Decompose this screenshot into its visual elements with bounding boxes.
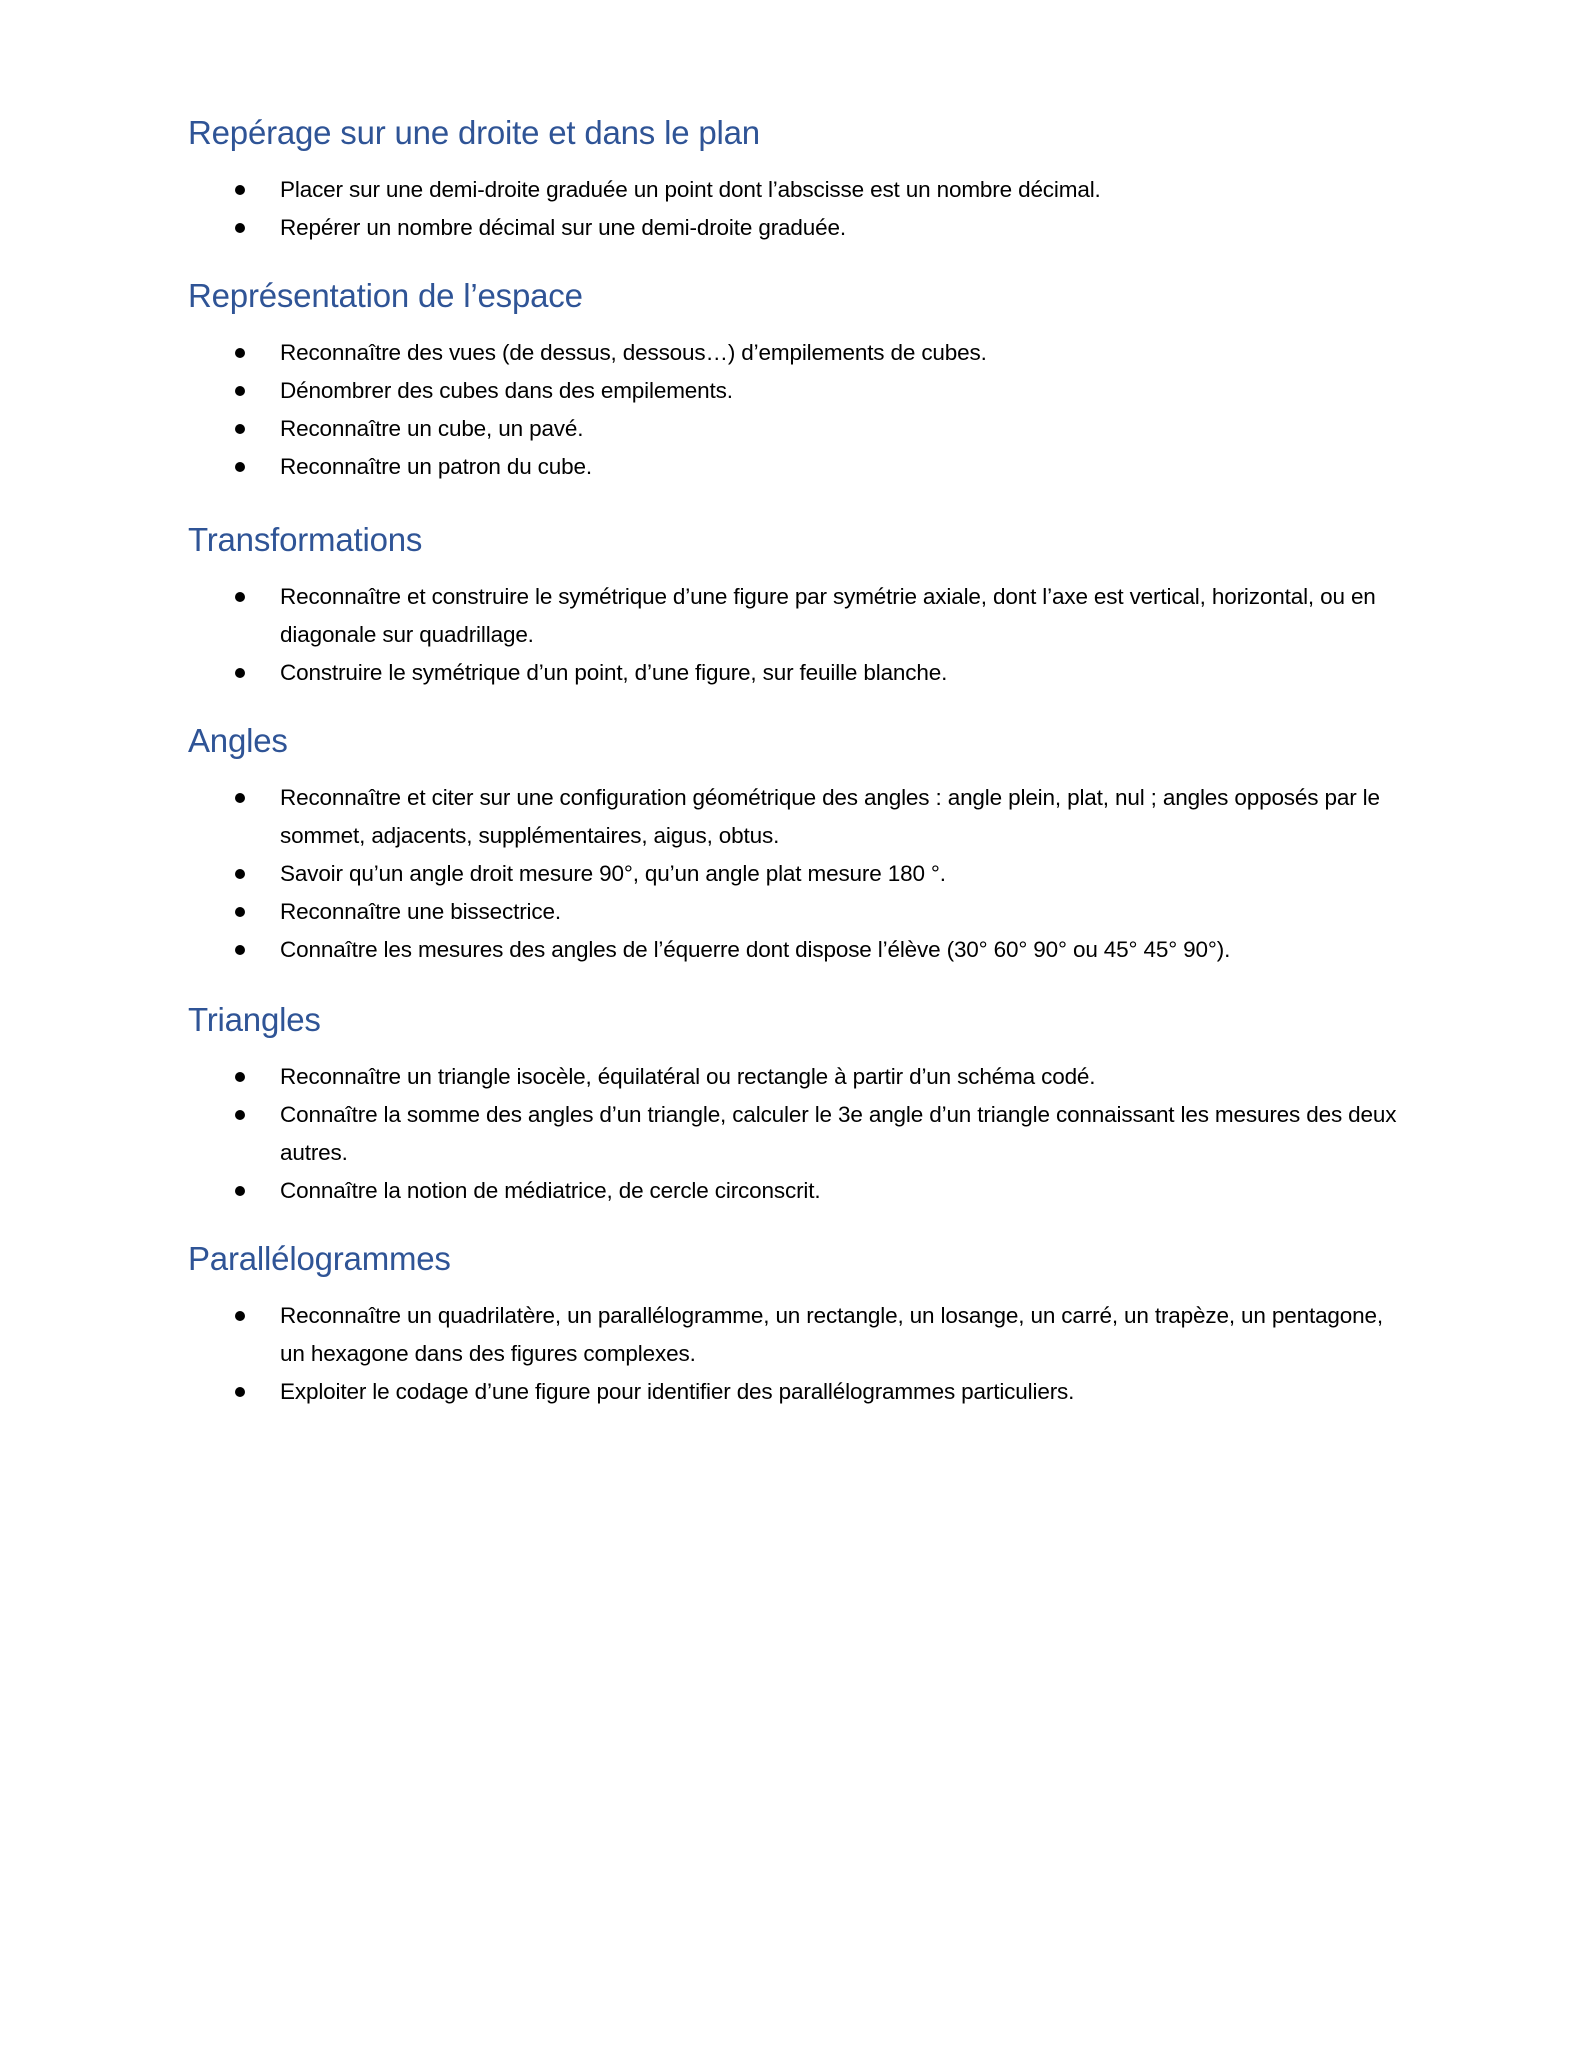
list-item bbox=[188, 1373, 1400, 1411]
bullet-list bbox=[188, 779, 1408, 969]
section-parallelogrammes bbox=[188, 1239, 1408, 1411]
list-item-text: Exploiter le codage d’une figure pour identifier des parallélogrammes particuliers. bbox=[280, 1379, 1075, 1404]
list-item bbox=[188, 578, 1400, 654]
bullet-icon bbox=[235, 185, 245, 195]
list-item bbox=[188, 1058, 1400, 1096]
list-item-text: Reconnaître une bissectrice. bbox=[280, 899, 561, 924]
bullet-icon bbox=[235, 1186, 245, 1196]
list-item-text: Reconnaître des vues (de dessus, dessous…) d’empilements de cubes. bbox=[280, 340, 987, 365]
section-heading: Représentation de l’espace bbox=[188, 277, 583, 314]
list-item bbox=[188, 209, 1400, 247]
list-item-text: Repérer un nombre décimal sur une demi-droite graduée. bbox=[280, 215, 846, 240]
list-item-text: Reconnaître un quadrilatère, un parallélogramme, un rectangle, un losange, un carré, un trapèze, un pentagone, un hexagone dans des figures complexes. bbox=[280, 1303, 1383, 1366]
section-reperage bbox=[188, 113, 1408, 247]
list-item-text: Reconnaître un cube, un pavé. bbox=[280, 416, 584, 441]
list-item-text: Reconnaître et construire le symétrique d’une figure par symétrie axiale, dont l’axe est vertical, horizontal, ou en diagonale sur quadrillage. bbox=[280, 584, 1376, 647]
list-item-text: Placer sur une demi-droite graduée un point dont l’abscisse est un nombre décimal. bbox=[280, 177, 1101, 202]
list-item bbox=[188, 372, 1400, 410]
list-item-text: Savoir qu’un angle droit mesure 90°, qu’un angle plat mesure 180 °. bbox=[280, 861, 946, 886]
bullet-icon bbox=[235, 869, 245, 879]
section-heading: Angles bbox=[188, 722, 288, 759]
bullet-icon bbox=[235, 1387, 245, 1397]
section-transformations bbox=[188, 520, 1408, 692]
list-item bbox=[188, 855, 1400, 893]
list-item bbox=[188, 334, 1400, 372]
bullet-icon bbox=[235, 1072, 245, 1082]
bullet-icon bbox=[235, 223, 245, 233]
list-item-text: Connaître la notion de médiatrice, de cercle circonscrit. bbox=[280, 1178, 821, 1203]
list-item bbox=[188, 1172, 1400, 1210]
list-item bbox=[188, 779, 1400, 855]
list-item bbox=[188, 654, 1400, 692]
section-triangles bbox=[188, 1000, 1408, 1210]
section-heading: Repérage sur une droite et dans le plan bbox=[188, 114, 760, 151]
list-item-text: Construire le symétrique d’un point, d’une figure, sur feuille blanche. bbox=[280, 660, 948, 685]
list-item-text: Reconnaître un triangle isocèle, équilatéral ou rectangle à partir d’un schéma codé. bbox=[280, 1064, 1096, 1089]
list-item bbox=[188, 410, 1400, 448]
bullet-list bbox=[188, 1297, 1408, 1411]
section-representation-espace bbox=[188, 276, 1408, 486]
bullet-list bbox=[188, 578, 1408, 692]
bullet-icon bbox=[235, 793, 245, 803]
bullet-icon bbox=[235, 348, 245, 358]
list-item bbox=[188, 171, 1400, 209]
bullet-icon bbox=[235, 907, 245, 917]
bullet-icon bbox=[235, 1311, 245, 1321]
bullet-icon bbox=[235, 386, 245, 396]
section-heading: Triangles bbox=[188, 1001, 321, 1038]
bullet-list bbox=[188, 171, 1408, 247]
list-item-text: Connaître les mesures des angles de l’équerre dont dispose l’élève (30° 60° 90° ou 45° 45° 90°). bbox=[280, 937, 1231, 962]
list-item bbox=[188, 1096, 1400, 1172]
section-heading: Transformations bbox=[188, 521, 423, 558]
section-angles bbox=[188, 721, 1408, 969]
bullet-icon bbox=[235, 668, 245, 678]
list-item-text: Connaître la somme des angles d’un triangle, calculer le 3e angle d’un triangle connaissant les mesures des deux autres. bbox=[280, 1102, 1397, 1165]
bullet-list bbox=[188, 1058, 1408, 1210]
list-item-text: Reconnaître et citer sur une configuration géométrique des angles : angle plein, plat, nul ; angles opposés par le sommet, adjacents, supplémentaires, aigus, obtus. bbox=[280, 785, 1380, 848]
section-heading: Parallélogrammes bbox=[188, 1240, 451, 1277]
list-item bbox=[188, 1297, 1400, 1373]
bullet-icon bbox=[235, 1110, 245, 1120]
bullet-list bbox=[188, 334, 1408, 486]
list-item-text: Reconnaître un patron du cube. bbox=[280, 454, 592, 479]
bullet-icon bbox=[235, 945, 245, 955]
list-item bbox=[188, 931, 1400, 969]
bullet-icon bbox=[235, 424, 245, 434]
list-item-text: Dénombrer des cubes dans des empilements. bbox=[280, 378, 733, 403]
bullet-icon bbox=[235, 592, 245, 602]
list-item bbox=[188, 893, 1400, 931]
list-item bbox=[188, 448, 1400, 486]
bullet-icon bbox=[235, 462, 245, 472]
